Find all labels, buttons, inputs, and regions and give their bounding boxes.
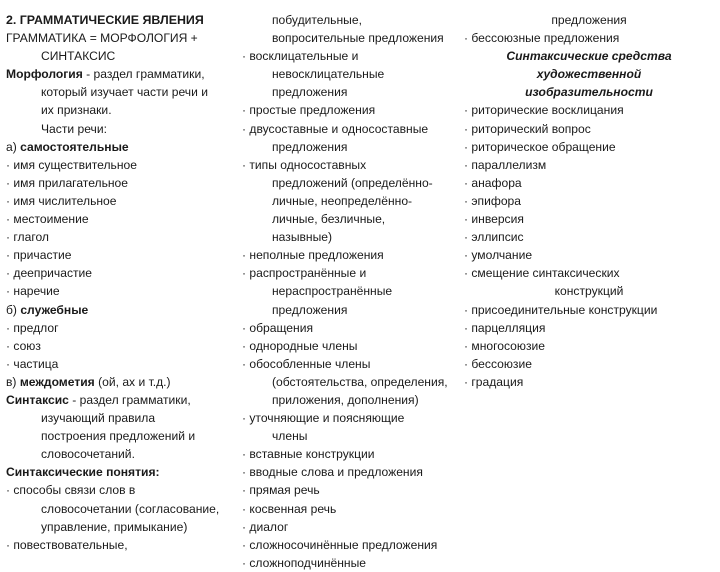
list-item: · многосоюзие	[464, 338, 545, 353]
list-item: · риторическое обращение	[464, 139, 616, 154]
list-item: · сложносочинённые предложения	[242, 537, 438, 552]
list-item: · союз	[6, 338, 41, 353]
list-item-cont: невосклицательные	[272, 67, 385, 82]
list-item: · градация	[464, 374, 524, 389]
group-b-prefix: б)	[6, 302, 21, 317]
group-c-suffix: (ой, ах и т.д.)	[94, 374, 171, 389]
syntax-concepts-heading: Синтаксические понятия:	[6, 465, 160, 480]
list-item: · повествовательные,	[6, 537, 128, 552]
list-item: · однородные члены	[242, 338, 358, 353]
group-b-label: служебные	[20, 302, 89, 317]
list-item-cont: конструкций	[554, 284, 624, 299]
list-item: · восклицательные и	[242, 49, 359, 64]
list-item: · предлог	[6, 320, 59, 335]
list-item: · имя прилагательное	[6, 175, 128, 190]
list-item: · бессоюзные предложения	[464, 31, 620, 46]
list-item: · эпифора	[464, 193, 521, 208]
list-item-cont: личные, неопределённо-	[272, 193, 413, 208]
group-c-label: междометия	[19, 374, 95, 389]
stylistic-means-title: художественной	[536, 67, 642, 82]
list-item: · риторические восклицания	[464, 103, 624, 118]
syntax-def-line2: изучающий правила	[41, 411, 156, 426]
list-item-cont: предложений (определённо-	[272, 175, 433, 190]
list-item: · двусоставные и односоставные	[242, 121, 429, 136]
column-middle	[242, 11, 468, 572]
list-item: · смещение синтаксических	[464, 266, 620, 281]
list-item: · вводные слова и предложения	[242, 465, 423, 480]
list-item-cont: предложения	[551, 13, 627, 27]
list-item: · наречие	[6, 284, 60, 299]
list-item: · прямая речь	[242, 483, 320, 498]
list-item: · умолчание	[464, 248, 533, 263]
morphology-def-line3: их признаки.	[41, 103, 112, 118]
group-independent	[6, 138, 242, 156]
list-item-cont: словосочетании (согласование,	[41, 501, 220, 516]
list-item: · частица	[6, 356, 59, 371]
morphology-term: Морфология	[6, 67, 83, 82]
list-item-cont: личные, безличные,	[272, 212, 386, 227]
syntax-def-text: - раздел грамматики,	[68, 392, 191, 407]
column-right	[464, 11, 714, 391]
list-item: · распространённые и	[242, 266, 367, 281]
grammar-equation-line1: ГРАММАТИКА = МОРФОЛОГИЯ +	[6, 31, 198, 46]
list-item: · бессоюзие	[464, 356, 532, 371]
syntax-term: Синтаксис	[6, 392, 69, 407]
list-item: · диалог	[242, 519, 289, 534]
group-interjections	[6, 373, 242, 391]
list-item-cont: предложения	[272, 139, 348, 154]
list-item: · обособленные члены	[242, 356, 371, 371]
list-item: · анафора	[464, 175, 522, 190]
parts-of-speech-heading: Части речи:	[41, 121, 107, 136]
list-item-cont: (обстоятельства, определения,	[272, 374, 448, 389]
list-item: · риторический вопрос	[464, 121, 591, 136]
list-item: · уточняющие и поясняющие	[242, 411, 405, 426]
morphology-definition	[6, 65, 242, 83]
list-item-cont: члены	[272, 429, 308, 444]
list-item: · парцелляция	[464, 320, 546, 335]
syntax-def-line3: построения предложений и	[41, 429, 196, 444]
stylistic-means-title: Синтаксические средства	[506, 49, 672, 64]
list-item-cont: вопросительные предложения	[272, 31, 444, 46]
morphology-def-line2: который изучает части речи и	[41, 85, 208, 100]
list-item: · присоединительные конструкции	[464, 302, 658, 317]
list-item-cont: назывные)	[272, 230, 333, 245]
group-auxiliary	[6, 301, 242, 319]
list-item: · эллипсис	[464, 230, 524, 245]
list-item: · причастие	[6, 248, 72, 263]
list-item: · деепричастие	[6, 266, 93, 281]
list-item: · инверсия	[464, 212, 524, 227]
grammar-equation-line2: СИНТАКСИС	[41, 49, 116, 64]
morphology-def-text: - раздел грамматики,	[82, 67, 205, 82]
list-item: · сложноподчинённые	[242, 555, 367, 570]
list-item: · местоимение	[6, 212, 89, 227]
list-item: · параллелизм	[464, 157, 547, 172]
list-item: · способы связи слов в	[6, 483, 136, 498]
section-title: 2. ГРАММАТИЧЕСКИЕ ЯВЛЕНИЯ	[6, 13, 204, 27]
list-item: · имя существительное	[6, 157, 137, 172]
list-item-cont: побудительные,	[272, 13, 362, 27]
list-item-cont: приложения, дополнения)	[272, 392, 419, 407]
list-item-cont: управление, примыкание)	[41, 519, 188, 534]
group-a-prefix: а)	[6, 139, 21, 154]
syntax-definition	[6, 391, 242, 409]
list-item-cont: предложения	[272, 302, 348, 317]
list-item: · косвенная речь	[242, 501, 337, 516]
list-item-cont: предложения	[272, 85, 348, 100]
list-item-cont: нераспространённые	[272, 284, 393, 299]
list-item: · имя числительное	[6, 193, 117, 208]
list-item: · вставные конструкции	[242, 447, 375, 462]
group-a-label: самостоятельные	[20, 139, 129, 154]
list-item: · обращения	[242, 320, 314, 335]
stylistic-means-title: изобразительности	[525, 85, 653, 100]
list-item: · неполные предложения	[242, 248, 384, 263]
group-c-prefix: в)	[6, 374, 20, 389]
list-item: · глагол	[6, 230, 49, 245]
syntax-def-line4: словосочетаний.	[41, 447, 135, 462]
column-left	[6, 11, 242, 554]
list-item: · типы односоставных	[242, 157, 367, 172]
list-item: · простые предложения	[242, 103, 376, 118]
